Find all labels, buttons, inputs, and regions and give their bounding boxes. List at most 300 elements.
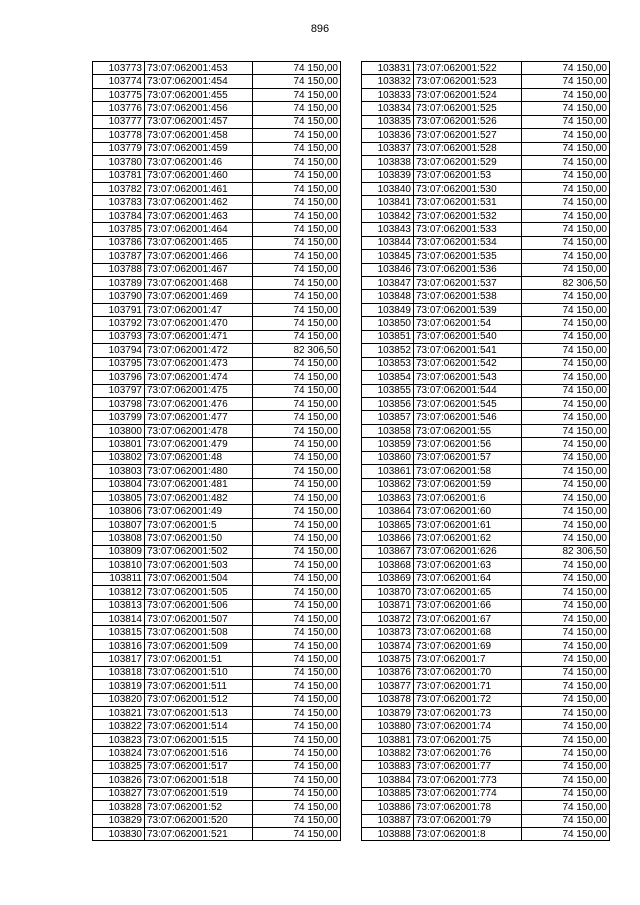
row-number-cell: 103823 (93, 733, 145, 746)
value-cell: 74 150,00 (253, 747, 341, 760)
row-number-cell: 103884 (362, 774, 414, 787)
value-cell: 74 150,00 (522, 88, 610, 101)
table-body (93, 62, 341, 841)
cadastral-number-cell: 73:07:062001:544 (414, 384, 522, 397)
value-cell: 74 150,00 (522, 344, 610, 357)
cadastral-number-cell: 73:07:062001:515 (145, 733, 253, 746)
table-row (93, 371, 341, 384)
cadastral-number-cell: 73:07:062001:474 (145, 371, 253, 384)
row-number-cell: 103867 (362, 545, 414, 558)
row-number-cell: 103882 (362, 747, 414, 760)
row-number-cell: 103779 (93, 142, 145, 155)
table-row (362, 397, 610, 410)
value-cell: 74 150,00 (253, 653, 341, 666)
table-row (93, 653, 341, 666)
row-number-cell: 103880 (362, 720, 414, 733)
row-number-cell: 103841 (362, 196, 414, 209)
register-table-left (92, 61, 341, 841)
table-row (93, 559, 341, 572)
table-row (93, 707, 341, 720)
table-row (93, 814, 341, 827)
value-cell: 74 150,00 (253, 75, 341, 88)
cadastral-number-cell: 73:07:062001:7 (414, 653, 522, 666)
row-number-cell: 103813 (93, 599, 145, 612)
value-cell: 74 150,00 (522, 559, 610, 572)
value-cell: 74 150,00 (253, 250, 341, 263)
value-cell: 74 150,00 (253, 693, 341, 706)
cadastral-number-cell: 73:07:062001:480 (145, 465, 253, 478)
row-number-cell: 103817 (93, 653, 145, 666)
value-cell: 74 150,00 (253, 371, 341, 384)
cadastral-number-cell: 73:07:062001:467 (145, 263, 253, 276)
value-cell: 74 150,00 (253, 357, 341, 370)
table-row (93, 451, 341, 464)
value-cell: 74 150,00 (253, 438, 341, 451)
row-number-cell: 103844 (362, 236, 414, 249)
row-number-cell: 103802 (93, 451, 145, 464)
table-row (93, 263, 341, 276)
table-row (362, 330, 610, 343)
table-row (93, 626, 341, 639)
value-cell: 74 150,00 (253, 182, 341, 195)
cadastral-number-cell: 73:07:062001:50 (145, 532, 253, 545)
table-row (93, 88, 341, 101)
cadastral-number-cell: 73:07:062001:523 (414, 75, 522, 88)
table-row (362, 532, 610, 545)
table-row (362, 465, 610, 478)
row-number-cell: 103831 (362, 62, 414, 75)
value-cell: 74 150,00 (253, 451, 341, 464)
value-cell: 74 150,00 (522, 263, 610, 276)
row-number-cell: 103859 (362, 438, 414, 451)
value-cell: 74 150,00 (522, 760, 610, 773)
value-cell: 74 150,00 (253, 384, 341, 397)
cadastral-number-cell: 73:07:062001:471 (145, 330, 253, 343)
row-number-cell: 103868 (362, 559, 414, 572)
value-cell: 74 150,00 (522, 599, 610, 612)
table-row (93, 774, 341, 787)
cadastral-number-cell: 73:07:062001:473 (145, 357, 253, 370)
value-cell: 74 150,00 (522, 209, 610, 222)
value-cell: 74 150,00 (253, 505, 341, 518)
table-row (93, 196, 341, 209)
table-row (362, 720, 610, 733)
row-number-cell: 103805 (93, 492, 145, 505)
value-cell: 74 150,00 (253, 787, 341, 800)
cadastral-number-cell: 73:07:062001:536 (414, 263, 522, 276)
cadastral-number-cell: 73:07:062001:533 (414, 223, 522, 236)
table-row (362, 814, 610, 827)
value-cell: 74 150,00 (522, 801, 610, 814)
table-row (362, 438, 610, 451)
row-number-cell: 103784 (93, 209, 145, 222)
table-row (362, 182, 610, 195)
value-cell: 74 150,00 (522, 371, 610, 384)
value-cell: 74 150,00 (522, 478, 610, 491)
cadastral-number-cell: 73:07:062001:65 (414, 586, 522, 599)
cadastral-number-cell: 73:07:062001:510 (145, 666, 253, 679)
table-row (93, 518, 341, 531)
value-cell: 74 150,00 (522, 465, 610, 478)
value-cell: 74 150,00 (253, 129, 341, 142)
cadastral-number-cell: 73:07:062001:57 (414, 451, 522, 464)
value-cell: 74 150,00 (522, 693, 610, 706)
row-number-cell: 103816 (93, 639, 145, 652)
table-row (93, 317, 341, 330)
table-row (362, 492, 610, 505)
value-cell: 74 150,00 (522, 518, 610, 531)
row-number-cell: 103845 (362, 250, 414, 263)
table-row (362, 774, 610, 787)
value-cell: 74 150,00 (253, 156, 341, 169)
table-row (93, 290, 341, 303)
value-cell: 82 306,50 (253, 344, 341, 357)
row-number-cell: 103801 (93, 438, 145, 451)
table-row (362, 169, 610, 182)
value-cell: 74 150,00 (522, 639, 610, 652)
cadastral-number-cell: 73:07:062001:61 (414, 518, 522, 531)
table-row (362, 115, 610, 128)
value-cell: 74 150,00 (253, 478, 341, 491)
row-number-cell: 103883 (362, 760, 414, 773)
value-cell: 74 150,00 (522, 438, 610, 451)
cadastral-number-cell: 73:07:062001:79 (414, 814, 522, 827)
row-number-cell: 103885 (362, 787, 414, 800)
value-cell: 74 150,00 (522, 330, 610, 343)
cadastral-number-cell: 73:07:062001:468 (145, 277, 253, 290)
table-row (93, 572, 341, 585)
row-number-cell: 103872 (362, 612, 414, 625)
table-row (93, 465, 341, 478)
cadastral-number-cell: 73:07:062001:49 (145, 505, 253, 518)
cadastral-number-cell: 73:07:062001:48 (145, 451, 253, 464)
row-number-cell: 103877 (362, 680, 414, 693)
row-number-cell: 103809 (93, 545, 145, 558)
cadastral-number-cell: 73:07:062001:516 (145, 747, 253, 760)
cadastral-number-cell: 73:07:062001:66 (414, 599, 522, 612)
table-row (362, 88, 610, 101)
row-number-cell: 103775 (93, 88, 145, 101)
cadastral-number-cell: 73:07:062001:67 (414, 612, 522, 625)
row-number-cell: 103822 (93, 720, 145, 733)
table-row (93, 747, 341, 760)
table-row (362, 250, 610, 263)
row-number-cell: 103806 (93, 505, 145, 518)
table-row (362, 505, 610, 518)
value-cell: 74 150,00 (522, 156, 610, 169)
cadastral-number-cell: 73:07:062001:518 (145, 774, 253, 787)
value-cell: 74 150,00 (253, 733, 341, 746)
cadastral-number-cell: 73:07:062001:63 (414, 559, 522, 572)
cadastral-number-cell: 73:07:062001:535 (414, 250, 522, 263)
row-number-cell: 103887 (362, 814, 414, 827)
row-number-cell: 103879 (362, 707, 414, 720)
value-cell: 74 150,00 (522, 303, 610, 316)
table-row (362, 223, 610, 236)
row-number-cell: 103852 (362, 344, 414, 357)
row-number-cell: 103842 (362, 209, 414, 222)
cadastral-number-cell: 73:07:062001:53 (414, 169, 522, 182)
row-number-cell: 103863 (362, 492, 414, 505)
table-row (362, 102, 610, 115)
cadastral-number-cell: 73:07:062001:71 (414, 680, 522, 693)
row-number-cell: 103873 (362, 626, 414, 639)
row-number-cell: 103808 (93, 532, 145, 545)
cadastral-number-cell: 73:07:062001:527 (414, 129, 522, 142)
row-number-cell: 103855 (362, 384, 414, 397)
table-row (93, 397, 341, 410)
table-row (362, 626, 610, 639)
table-row (362, 707, 610, 720)
value-cell: 74 150,00 (253, 545, 341, 558)
value-cell: 74 150,00 (253, 169, 341, 182)
row-number-cell: 103796 (93, 371, 145, 384)
table-row (93, 545, 341, 558)
cadastral-number-cell: 73:07:062001:507 (145, 612, 253, 625)
table-row (93, 344, 341, 357)
row-number-cell: 103783 (93, 196, 145, 209)
table-row (362, 572, 610, 585)
cadastral-number-cell: 73:07:062001:76 (414, 747, 522, 760)
table-row (362, 586, 610, 599)
cadastral-number-cell: 73:07:062001:478 (145, 424, 253, 437)
value-cell: 74 150,00 (253, 639, 341, 652)
value-cell: 74 150,00 (253, 720, 341, 733)
row-number-cell: 103830 (93, 827, 145, 840)
cadastral-number-cell: 73:07:062001:773 (414, 774, 522, 787)
value-cell: 74 150,00 (253, 209, 341, 222)
value-cell: 74 150,00 (522, 129, 610, 142)
cadastral-number-cell: 73:07:062001:520 (145, 814, 253, 827)
value-cell: 74 150,00 (253, 223, 341, 236)
row-number-cell: 103789 (93, 277, 145, 290)
row-number-cell: 103774 (93, 75, 145, 88)
row-number-cell: 103837 (362, 142, 414, 155)
value-cell: 74 150,00 (522, 357, 610, 370)
row-number-cell: 103791 (93, 303, 145, 316)
table-row (93, 182, 341, 195)
row-number-cell: 103871 (362, 599, 414, 612)
cadastral-number-cell: 73:07:062001:455 (145, 88, 253, 101)
value-cell: 74 150,00 (522, 290, 610, 303)
cadastral-number-cell: 73:07:062001:546 (414, 411, 522, 424)
table-row (362, 344, 610, 357)
table-row (93, 62, 341, 75)
row-number-cell: 103835 (362, 115, 414, 128)
value-cell: 74 150,00 (253, 612, 341, 625)
value-cell: 74 150,00 (522, 169, 610, 182)
cadastral-number-cell: 73:07:062001:58 (414, 465, 522, 478)
row-number-cell: 103828 (93, 801, 145, 814)
cadastral-number-cell: 73:07:062001:529 (414, 156, 522, 169)
table-row (93, 223, 341, 236)
row-number-cell: 103792 (93, 317, 145, 330)
cadastral-number-cell: 73:07:062001:522 (414, 62, 522, 75)
row-number-cell: 103839 (362, 169, 414, 182)
cadastral-number-cell: 73:07:062001:525 (414, 102, 522, 115)
table-row (93, 639, 341, 652)
value-cell: 74 150,00 (253, 290, 341, 303)
cadastral-number-cell: 73:07:062001:78 (414, 801, 522, 814)
table-row (362, 290, 610, 303)
table-row (93, 733, 341, 746)
cadastral-number-cell: 73:07:062001:469 (145, 290, 253, 303)
value-cell: 74 150,00 (253, 666, 341, 679)
table-row (362, 357, 610, 370)
cadastral-number-cell: 73:07:062001:470 (145, 317, 253, 330)
table-row (362, 733, 610, 746)
table-row (362, 599, 610, 612)
table-row (362, 545, 610, 558)
table-row (362, 196, 610, 209)
cadastral-number-cell: 73:07:062001:52 (145, 801, 253, 814)
cadastral-number-cell: 73:07:062001:472 (145, 344, 253, 357)
row-number-cell: 103788 (93, 263, 145, 276)
row-number-cell: 103864 (362, 505, 414, 518)
value-cell: 74 150,00 (253, 196, 341, 209)
value-cell: 74 150,00 (522, 182, 610, 195)
table-row (362, 62, 610, 75)
row-number-cell: 103819 (93, 680, 145, 693)
cadastral-number-cell: 73:07:062001:534 (414, 236, 522, 249)
value-cell: 74 150,00 (253, 397, 341, 410)
table-row (362, 75, 610, 88)
row-number-cell: 103862 (362, 478, 414, 491)
row-number-cell: 103820 (93, 693, 145, 706)
table-row (93, 720, 341, 733)
cadastral-number-cell: 73:07:062001:59 (414, 478, 522, 491)
table-row (362, 263, 610, 276)
value-cell: 74 150,00 (253, 277, 341, 290)
row-number-cell: 103821 (93, 707, 145, 720)
table-row (362, 303, 610, 316)
row-number-cell: 103800 (93, 424, 145, 437)
cadastral-number-cell: 73:07:062001:503 (145, 559, 253, 572)
value-cell: 74 150,00 (253, 424, 341, 437)
cadastral-number-cell: 73:07:062001:517 (145, 760, 253, 773)
table-row (93, 142, 341, 155)
table-row (93, 612, 341, 625)
cadastral-number-cell: 73:07:062001:64 (414, 572, 522, 585)
table-row (362, 411, 610, 424)
cadastral-number-cell: 73:07:062001:519 (145, 787, 253, 800)
value-cell: 74 150,00 (253, 263, 341, 276)
row-number-cell: 103861 (362, 465, 414, 478)
value-cell: 74 150,00 (522, 505, 610, 518)
row-number-cell: 103782 (93, 182, 145, 195)
cadastral-number-cell: 73:07:062001:626 (414, 545, 522, 558)
cadastral-number-cell: 73:07:062001:62 (414, 532, 522, 545)
cadastral-number-cell: 73:07:062001:477 (145, 411, 253, 424)
table-row (362, 384, 610, 397)
cadastral-number-cell: 73:07:062001:51 (145, 653, 253, 666)
table-row (362, 142, 610, 155)
table-row (362, 801, 610, 814)
value-cell: 74 150,00 (253, 586, 341, 599)
cadastral-number-cell: 73:07:062001:539 (414, 303, 522, 316)
cadastral-number-cell: 73:07:062001:508 (145, 626, 253, 639)
table-row (93, 599, 341, 612)
row-number-cell: 103810 (93, 559, 145, 572)
value-cell: 74 150,00 (522, 62, 610, 75)
table-row (362, 424, 610, 437)
row-number-cell: 103814 (93, 612, 145, 625)
cadastral-number-cell: 73:07:062001:506 (145, 599, 253, 612)
row-number-cell: 103793 (93, 330, 145, 343)
table-row (362, 612, 610, 625)
table-row (93, 277, 341, 290)
row-number-cell: 103818 (93, 666, 145, 679)
table-row (93, 129, 341, 142)
value-cell: 74 150,00 (522, 720, 610, 733)
row-number-cell: 103827 (93, 787, 145, 800)
row-number-cell: 103790 (93, 290, 145, 303)
value-cell: 74 150,00 (522, 102, 610, 115)
cadastral-number-cell: 73:07:062001:511 (145, 680, 253, 693)
row-number-cell: 103850 (362, 317, 414, 330)
value-cell: 74 150,00 (522, 612, 610, 625)
table-row (93, 75, 341, 88)
table-row (93, 169, 341, 182)
table-row (93, 303, 341, 316)
row-number-cell: 103795 (93, 357, 145, 370)
cadastral-number-cell: 73:07:062001:461 (145, 182, 253, 195)
table-row (93, 680, 341, 693)
cadastral-number-cell: 73:07:062001:55 (414, 424, 522, 437)
row-number-cell: 103853 (362, 357, 414, 370)
table-row (362, 129, 610, 142)
value-cell: 74 150,00 (253, 62, 341, 75)
value-cell: 74 150,00 (253, 142, 341, 155)
value-cell: 74 150,00 (522, 787, 610, 800)
cadastral-number-cell: 73:07:062001:512 (145, 693, 253, 706)
row-number-cell: 103780 (93, 156, 145, 169)
table-row (362, 451, 610, 464)
cadastral-number-cell: 73:07:062001:504 (145, 572, 253, 585)
value-cell: 74 150,00 (253, 330, 341, 343)
cadastral-number-cell: 73:07:062001:514 (145, 720, 253, 733)
table-row (93, 209, 341, 222)
row-number-cell: 103834 (362, 102, 414, 115)
row-number-cell: 103869 (362, 572, 414, 585)
row-number-cell: 103843 (362, 223, 414, 236)
cadastral-number-cell: 73:07:062001:465 (145, 236, 253, 249)
row-number-cell: 103851 (362, 330, 414, 343)
table-row (93, 411, 341, 424)
table-row (93, 760, 341, 773)
cadastral-number-cell: 73:07:062001:541 (414, 344, 522, 357)
cadastral-number-cell: 73:07:062001:538 (414, 290, 522, 303)
row-number-cell: 103848 (362, 290, 414, 303)
row-number-cell: 103846 (362, 263, 414, 276)
cadastral-number-cell: 73:07:062001:537 (414, 277, 522, 290)
cadastral-number-cell: 73:07:062001:69 (414, 639, 522, 652)
cadastral-number-cell: 73:07:062001:502 (145, 545, 253, 558)
row-number-cell: 103829 (93, 814, 145, 827)
row-number-cell: 103777 (93, 115, 145, 128)
row-number-cell: 103799 (93, 411, 145, 424)
table-row (93, 330, 341, 343)
cadastral-number-cell: 73:07:062001:475 (145, 384, 253, 397)
cadastral-number-cell: 73:07:062001:479 (145, 438, 253, 451)
value-cell: 74 150,00 (253, 518, 341, 531)
row-number-cell: 103856 (362, 397, 414, 410)
value-cell: 74 150,00 (253, 115, 341, 128)
row-number-cell: 103807 (93, 518, 145, 531)
row-number-cell: 103826 (93, 774, 145, 787)
cadastral-number-cell: 73:07:062001:5 (145, 518, 253, 531)
value-cell: 74 150,00 (522, 75, 610, 88)
